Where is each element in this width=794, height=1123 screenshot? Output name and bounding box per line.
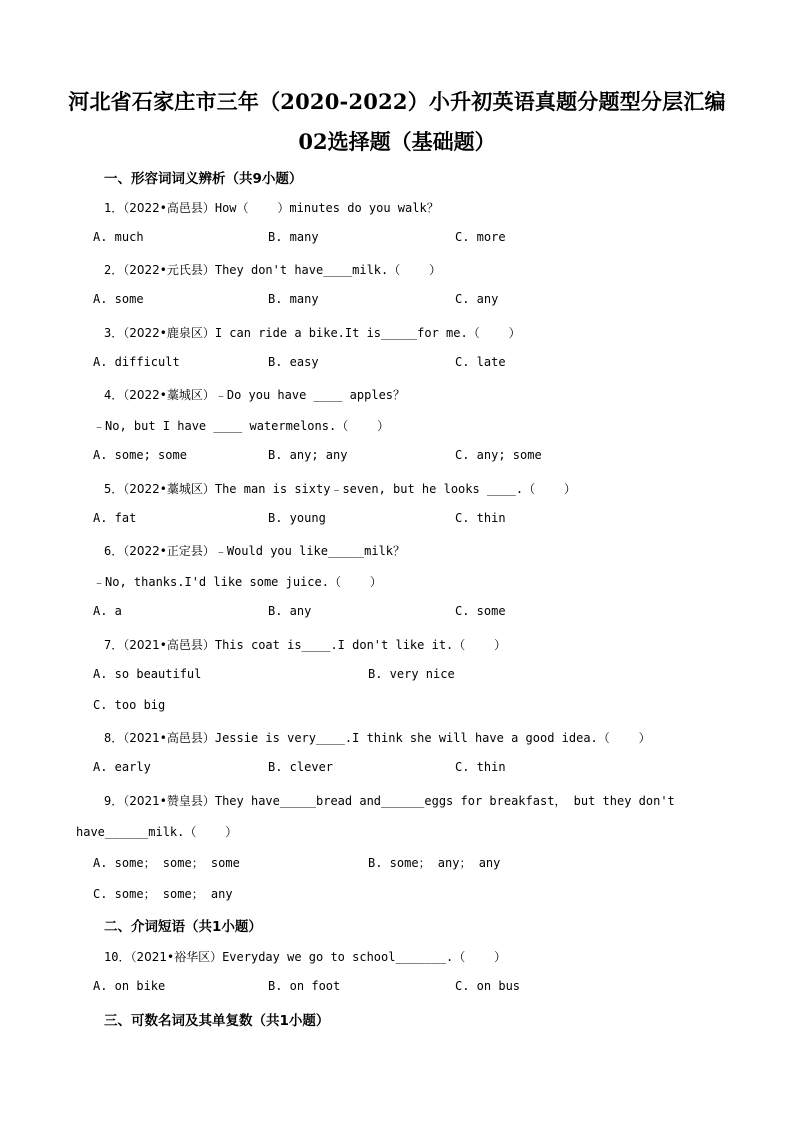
option-9b: B. some； any； any [368, 856, 501, 870]
option-6c: C. some [455, 604, 506, 618]
question-4: 4．（2022•藁城区）﹣Do you have ____ apples？ [104, 388, 406, 402]
option-10a: A. on bike [93, 979, 166, 993]
option-5c: C. thin [455, 511, 506, 525]
option-2c: C. any [455, 292, 499, 306]
question-6: 6．（2022•正定县）﹣Would you like_____milk？ [104, 544, 406, 558]
question-5: 5．（2022•藁城区）The man is sixty﹣seven, but he looks ____.（ ） [104, 482, 576, 496]
option-8b: B. clever [268, 760, 334, 774]
option-8c: C. thin [455, 760, 506, 774]
document-subtitle: 02选择题（基础题） [298, 129, 496, 154]
option-4c: C. any; some [455, 448, 542, 462]
option-6b: B. any [268, 604, 312, 618]
option-5b: B. young [268, 511, 326, 525]
option-9a: A. some； some； some [93, 856, 240, 870]
question-8: 8．（2021•高邑县）Jessie is very____.I think she will have a good idea.（ ） [104, 731, 651, 745]
option-10b: B. on foot [268, 979, 341, 993]
option-7b: B. very nice [368, 667, 455, 681]
option-10c: C. on bus [455, 979, 521, 993]
option-2b: B. many [268, 292, 319, 306]
document-title: 河北省石家庄市三年（2020-2022）小升初英语真题分题型分层汇编 [68, 89, 726, 114]
option-8a: A. early [93, 760, 151, 774]
option-6a: A. a [93, 604, 122, 618]
question-7: 7．（2021•高邑县）This coat is____.I don't like it.（ ） [104, 638, 507, 652]
section-heading: 一、形容词词义辨析（共9小题） [104, 171, 303, 187]
question-9: 9．（2021•赞皇县）They have_____bread and______eggs for breakfast， but they don't [104, 794, 675, 808]
option-1a: A. much [93, 230, 144, 244]
option-3b: B. easy [268, 355, 319, 369]
question-2: 2．（2022•元氏县）They don't have____milk.（ ） [104, 263, 442, 277]
option-5a: A. fat [93, 511, 137, 525]
option-3c: C. late [455, 355, 506, 369]
option-4a: A. some; some [93, 448, 187, 462]
question-10: 10．（2021•裕华区）Everyday we go to school_______.（ ） [104, 950, 507, 964]
option-9c: C. some； some； any [93, 887, 233, 901]
option-1c: C. more [455, 230, 506, 244]
question-6-line2: ﹣No, thanks.I'd like some juice.（ ） [93, 575, 382, 589]
option-2a: A. some [93, 292, 144, 306]
option-7a: A. so beautiful [93, 667, 202, 681]
section-heading: 二、介词短语（共1小题） [104, 919, 262, 935]
question-1: 1．（2022•高邑县）How（ ）minutes do you walk？ [104, 201, 439, 215]
question-9-line2: have______milk.（ ） [76, 825, 238, 839]
option-1b: B. many [268, 230, 319, 244]
section-heading: 三、可数名词及其单复数（共1小题） [104, 1013, 330, 1029]
option-7c: C. too big [93, 698, 166, 712]
option-3a: A. difficult [93, 355, 180, 369]
question-3: 3．（2022•鹿泉区）I can ride a bike.It is_____for me.（ ） [104, 326, 521, 340]
option-4b: B. any; any [268, 448, 348, 462]
question-4-line2: ﹣No, but I have ____ watermelons.（ ） [93, 419, 390, 433]
